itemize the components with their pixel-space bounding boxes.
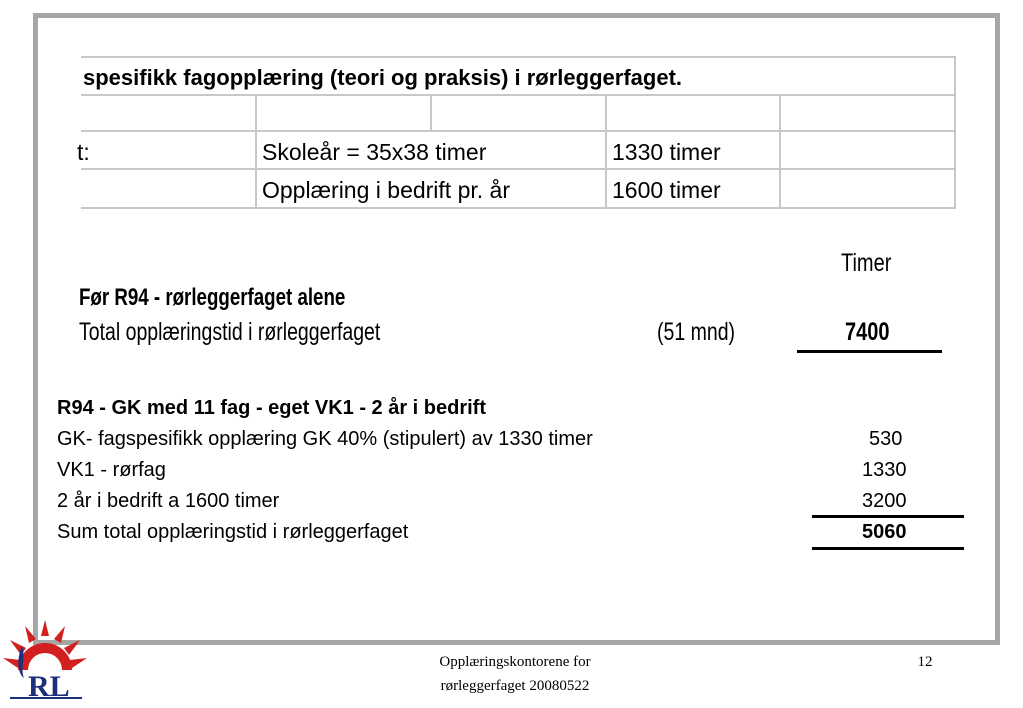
- block2-heading: R94 - GK med 11 fag - eget VK1 - 2 år i bedrift: [57, 397, 487, 419]
- sum-rule-top: [812, 515, 964, 518]
- block1-row-value: 7400: [845, 318, 890, 346]
- table-cell: [257, 96, 432, 132]
- page-number: 12: [917, 654, 933, 670]
- table-cell: [781, 132, 956, 170]
- table-cell: [432, 96, 607, 132]
- footer-line2: rørleggerfaget 20080522: [440, 678, 590, 694]
- table-cell: [781, 96, 956, 132]
- table-row-value: 1330 timer: [612, 139, 721, 165]
- embedded-table: [77, 56, 956, 209]
- table-cell: [81, 170, 257, 209]
- block2-row-label: VK1 - rørfag: [57, 459, 166, 481]
- block1-row-label: Total opplæringstid i rørleggerfaget: [79, 318, 381, 346]
- block2-row-value: 3200: [862, 490, 907, 512]
- table-cell: [81, 96, 257, 132]
- total-rule: [797, 350, 942, 353]
- block2-row-label: 2 år i bedrift a 1600 timer: [57, 490, 280, 512]
- block2-row-value: 1330: [862, 459, 907, 481]
- block2-sum-value: 5060: [862, 521, 907, 543]
- table-row-value: 1600 timer: [612, 177, 721, 203]
- table-cell: [781, 170, 956, 209]
- block1-row-note: (51 mnd): [657, 318, 736, 346]
- logo-text: RL: [28, 670, 70, 703]
- footer-line1: Opplæringskontorene for: [439, 654, 591, 670]
- table-row-label: Opplæring i bedrift pr. år: [262, 177, 511, 203]
- block2-row-value: 530: [869, 428, 903, 450]
- column-header-timer: Timer: [841, 249, 892, 277]
- table-cell: [81, 132, 257, 170]
- nrl-logo-icon: [0, 618, 90, 704]
- table-title: spesifikk fagopplæring (teori og praksis) i rørleggerfaget.: [83, 65, 683, 90]
- table-cell: [607, 96, 781, 132]
- block2-row-label: GK- fagspesifikk opplæring GK 40% (stipulert) av 1330 timer: [57, 428, 593, 450]
- block2-sum-label: Sum total opplæringstid i rørleggerfaget: [57, 521, 409, 543]
- table-row-label: Skoleår = 35x38 timer: [262, 139, 487, 165]
- table-row-lead: t:: [77, 139, 90, 165]
- sum-rule-bottom: [812, 547, 964, 550]
- block1-heading: Før R94 - rørleggerfaget alene: [79, 284, 346, 311]
